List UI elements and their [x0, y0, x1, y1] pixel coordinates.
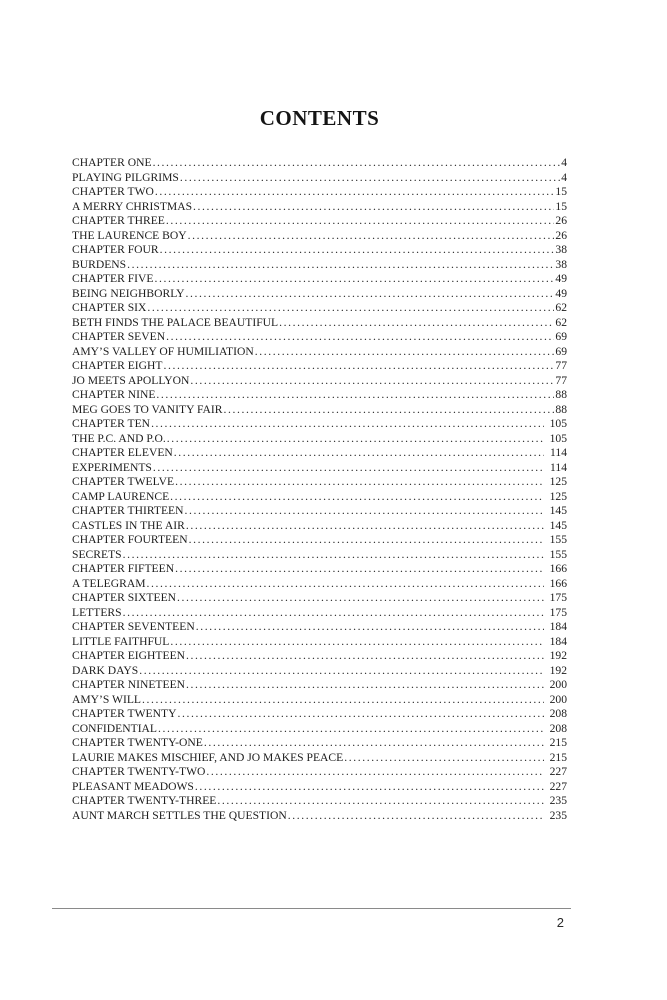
toc-entry-label: CHAPTER FIFTEEN — [72, 562, 175, 575]
toc-entry-page: 166 — [549, 576, 567, 590]
toc-leader-dots — [206, 765, 543, 780]
toc-entry-page: 145 — [549, 504, 567, 517]
toc-entry — [72, 345, 567, 360]
toc-entry-label: SECRETS — [72, 547, 122, 561]
toc-entry — [72, 562, 567, 577]
toc-entry — [72, 664, 567, 679]
toc-entry-page: 77 — [555, 359, 567, 372]
toc-entry-label: CHAPTER TWO — [72, 185, 154, 198]
toc-leader-dots — [255, 345, 555, 360]
toc-entry-label: CHAPTER NINE — [72, 388, 156, 401]
toc-leader-dots — [167, 432, 544, 447]
toc-entry-label: CHAPTER FOURTEEN — [72, 533, 188, 546]
toc-entry-page: 4 — [561, 170, 567, 184]
toc-leader-dots — [147, 301, 554, 316]
toc-entry — [72, 693, 567, 708]
toc-entry-label: AUNT MARCH SETTLES THE QUESTION — [72, 808, 287, 822]
toc-entry — [72, 606, 567, 621]
toc-leader-dots — [177, 591, 544, 606]
toc-leader-dots — [147, 577, 544, 592]
toc-entry-label: CHAPTER FIVE — [72, 272, 154, 285]
toc-entry — [72, 243, 567, 258]
toc-entry-page: 208 — [549, 721, 567, 735]
toc-leader-dots — [193, 200, 554, 215]
toc-entry-page: 125 — [549, 489, 567, 503]
toc-entry — [72, 504, 567, 519]
toc-entry-page: 15 — [555, 199, 567, 213]
toc-entry-page: 166 — [549, 562, 567, 575]
toc-entry — [72, 794, 567, 809]
toc-leader-dots — [160, 243, 555, 258]
toc-entry — [72, 446, 567, 461]
toc-leader-dots — [186, 678, 544, 693]
toc-entry-label: LETTERS — [72, 605, 122, 619]
toc-entry-label: CHAPTER SIX — [72, 301, 147, 314]
toc-entry-label: MEG GOES TO VANITY FAIR — [72, 402, 223, 416]
toc-leader-dots — [180, 171, 560, 186]
toc-entry — [72, 214, 567, 229]
toc-entry-page: 227 — [549, 779, 567, 793]
toc-entry — [72, 519, 567, 534]
toc-entry-page: 26 — [555, 228, 567, 242]
toc-entry-page: 184 — [549, 620, 567, 633]
toc-entry — [72, 301, 567, 316]
toc-entry — [72, 388, 567, 403]
toc-entry-page: 69 — [555, 330, 567, 343]
toc-entry-page: 62 — [555, 315, 567, 329]
toc-entry-page: 105 — [549, 417, 567, 430]
toc-leader-dots — [166, 214, 555, 229]
toc-entry-page: 62 — [555, 301, 567, 314]
toc-entry — [72, 417, 567, 432]
toc-leader-dots — [195, 780, 544, 795]
toc-entry — [72, 287, 567, 302]
toc-entry-page: 49 — [555, 286, 567, 300]
toc-entry-label: CHAPTER TWENTY-ONE — [72, 736, 203, 749]
toc-entry-label: BEING NEIGHBORLY — [72, 286, 185, 300]
toc-entry-page: 200 — [549, 678, 567, 691]
toc-entry-label: LITTLE FAITHFUL — [72, 634, 170, 648]
toc-entry — [72, 577, 567, 592]
toc-entry — [72, 432, 567, 447]
toc-entry-label: CHAPTER TWENTY-THREE — [72, 794, 217, 807]
toc-entry-label: EXPERIMENTS — [72, 460, 152, 474]
toc-entry-label: CHAPTER TWENTY — [72, 707, 177, 720]
toc-entry-page: 88 — [555, 388, 567, 401]
toc-entry — [72, 548, 567, 563]
toc-leader-dots — [190, 374, 554, 389]
toc-leader-dots — [170, 635, 543, 650]
toc-entry-page: 215 — [549, 750, 567, 764]
toc-leader-dots — [156, 388, 554, 403]
toc-entry-label: CASTLES IN THE AIR — [72, 518, 185, 532]
toc-leader-dots — [127, 258, 554, 273]
toc-leader-dots — [170, 490, 543, 505]
toc-entry-page: 155 — [549, 547, 567, 561]
toc-leader-dots — [186, 519, 544, 534]
toc-leader-dots — [196, 620, 544, 635]
toc-entry-page: 227 — [549, 765, 567, 778]
toc-entry — [72, 200, 567, 215]
toc-leader-dots — [142, 693, 544, 708]
toc-entry — [72, 185, 567, 200]
toc-leader-dots — [155, 272, 555, 287]
toc-entry-label: JO MEETS APOLLYON — [72, 373, 190, 387]
toc-entry — [72, 475, 567, 490]
toc-entry-label: CAMP LAURENCE — [72, 489, 170, 503]
toc-entry — [72, 272, 567, 287]
toc-entry — [72, 258, 567, 273]
toc-entry-page: 192 — [549, 649, 567, 662]
toc-entry — [72, 765, 567, 780]
toc-entry-page: 69 — [555, 344, 567, 358]
toc-entry-page: 192 — [549, 663, 567, 677]
toc-entry — [72, 678, 567, 693]
toc-entry-page: 200 — [549, 692, 567, 706]
toc-entry-page: 4 — [561, 156, 567, 169]
toc-entry — [72, 591, 567, 606]
toc-entry-label: CHAPTER NINETEEN — [72, 678, 186, 691]
toc-entry-page: 114 — [550, 460, 567, 474]
toc-entry-page: 38 — [555, 257, 567, 271]
footer-rule — [52, 908, 571, 909]
toc-entry — [72, 461, 567, 476]
toc-entry-label: PLAYING PILGRIMS — [72, 170, 179, 184]
page-title: CONTENTS — [259, 106, 380, 130]
toc-entry-label: CHAPTER TWELVE — [72, 475, 175, 488]
toc-entry-label: BETH FINDS THE PALACE BEAUTIFUL — [72, 315, 279, 329]
toc-entry-label: CHAPTER FOUR — [72, 243, 159, 256]
toc-entry — [72, 490, 567, 505]
toc-leader-dots — [164, 359, 555, 374]
toc-entry — [72, 359, 567, 374]
toc-entry-page: 184 — [549, 634, 567, 648]
toc-leader-dots — [186, 287, 555, 302]
toc-leader-dots — [158, 722, 544, 737]
toc-entry — [72, 722, 567, 737]
toc-entry — [72, 620, 567, 635]
toc-entry-page: 15 — [555, 185, 567, 198]
toc-leader-dots — [175, 562, 544, 577]
toc-entry — [72, 809, 567, 824]
toc-leader-dots — [184, 504, 543, 519]
toc-entry-label: CHAPTER EIGHTEEN — [72, 649, 186, 662]
toc-entry-page: 77 — [555, 373, 567, 387]
toc-entry — [72, 171, 567, 186]
toc-entry-page: 26 — [555, 214, 567, 227]
toc-entry — [72, 751, 567, 766]
toc-entry-page: 215 — [549, 736, 567, 749]
toc-entry — [72, 533, 567, 548]
toc-leader-dots — [224, 403, 555, 418]
toc-entry-label: DARK DAYS — [72, 663, 139, 677]
table-of-contents — [72, 156, 567, 823]
toc-entry-label: CHAPTER TEN — [72, 417, 151, 430]
toc-entry — [72, 649, 567, 664]
toc-entry-label: CHAPTER SEVEN — [72, 330, 166, 343]
toc-entry — [72, 330, 567, 345]
toc-entry-page: 235 — [549, 808, 567, 822]
toc-entry — [72, 707, 567, 722]
toc-entry-label: CHAPTER THIRTEEN — [72, 504, 184, 517]
toc-leader-dots — [189, 533, 544, 548]
toc-leader-dots — [123, 606, 544, 621]
toc-entry-page: 208 — [549, 707, 567, 720]
toc-entry-label: LAURIE MAKES MISCHIEF, AND JO MAKES PEACE — [72, 750, 344, 764]
toc-entry-page: 155 — [549, 533, 567, 546]
toc-entry-page: 175 — [549, 591, 567, 604]
toc-entry-label: CHAPTER TWENTY-TWO — [72, 765, 206, 778]
toc-entry-label: CHAPTER THREE — [72, 214, 165, 227]
toc-entry — [72, 156, 567, 171]
toc-leader-dots — [155, 185, 554, 200]
toc-entry — [72, 736, 567, 751]
toc-leader-dots — [166, 330, 554, 345]
toc-entry-label: CONFIDENTIAL — [72, 721, 158, 735]
toc-leader-dots — [153, 156, 561, 171]
toc-entry-label: CHAPTER SEVENTEEN — [72, 620, 195, 633]
toc-entry-page: 88 — [555, 402, 567, 416]
toc-entry-label: A TELEGRAM — [72, 576, 146, 590]
toc-leader-dots — [204, 736, 544, 751]
toc-entry — [72, 635, 567, 650]
toc-leader-dots — [174, 446, 544, 461]
toc-entry — [72, 229, 567, 244]
toc-leader-dots — [151, 417, 544, 432]
toc-entry-label: AMY’S VALLEY OF HUMILIATION — [72, 344, 254, 358]
toc-entry — [72, 403, 567, 418]
toc-leader-dots — [153, 461, 544, 476]
toc-leader-dots — [288, 809, 544, 824]
toc-leader-dots — [279, 316, 554, 331]
toc-entry-page: 175 — [549, 605, 567, 619]
toc-leader-dots — [344, 751, 543, 766]
toc-leader-dots — [123, 548, 544, 563]
page-number: 2 — [556, 915, 564, 930]
toc-entry-page: 38 — [555, 243, 567, 256]
toc-leader-dots — [175, 475, 544, 490]
toc-entry-label: THE LAURENCE BOY — [72, 228, 187, 242]
toc-entry-label: CHAPTER SIXTEEN — [72, 591, 177, 604]
toc-entry — [72, 316, 567, 331]
toc-entry-page: 235 — [549, 794, 567, 807]
toc-entry-label: PLEASANT MEADOWS — [72, 779, 194, 793]
toc-entry-label: BURDENS — [72, 257, 127, 271]
toc-entry-label: THE P.C. AND P.O. — [72, 431, 166, 445]
toc-entry-page: 114 — [550, 446, 567, 459]
toc-leader-dots — [139, 664, 543, 679]
toc-entry-page: 125 — [549, 475, 567, 488]
toc-leader-dots — [188, 229, 555, 244]
toc-entry-label: CHAPTER ONE — [72, 156, 152, 169]
toc-leader-dots — [217, 794, 543, 809]
toc-leader-dots — [186, 649, 544, 664]
toc-entry — [72, 374, 567, 389]
toc-entry-page: 49 — [555, 272, 567, 285]
toc-leader-dots — [177, 707, 543, 722]
toc-entry-page: 105 — [549, 431, 567, 445]
toc-entry-page: 145 — [549, 518, 567, 532]
toc-entry-label: CHAPTER EIGHT — [72, 359, 163, 372]
toc-entry-label: AMY’S WILL — [72, 692, 142, 706]
toc-entry — [72, 780, 567, 795]
toc-entry-label: A MERRY CHRISTMAS — [72, 199, 193, 213]
toc-entry-label: CHAPTER ELEVEN — [72, 446, 173, 459]
